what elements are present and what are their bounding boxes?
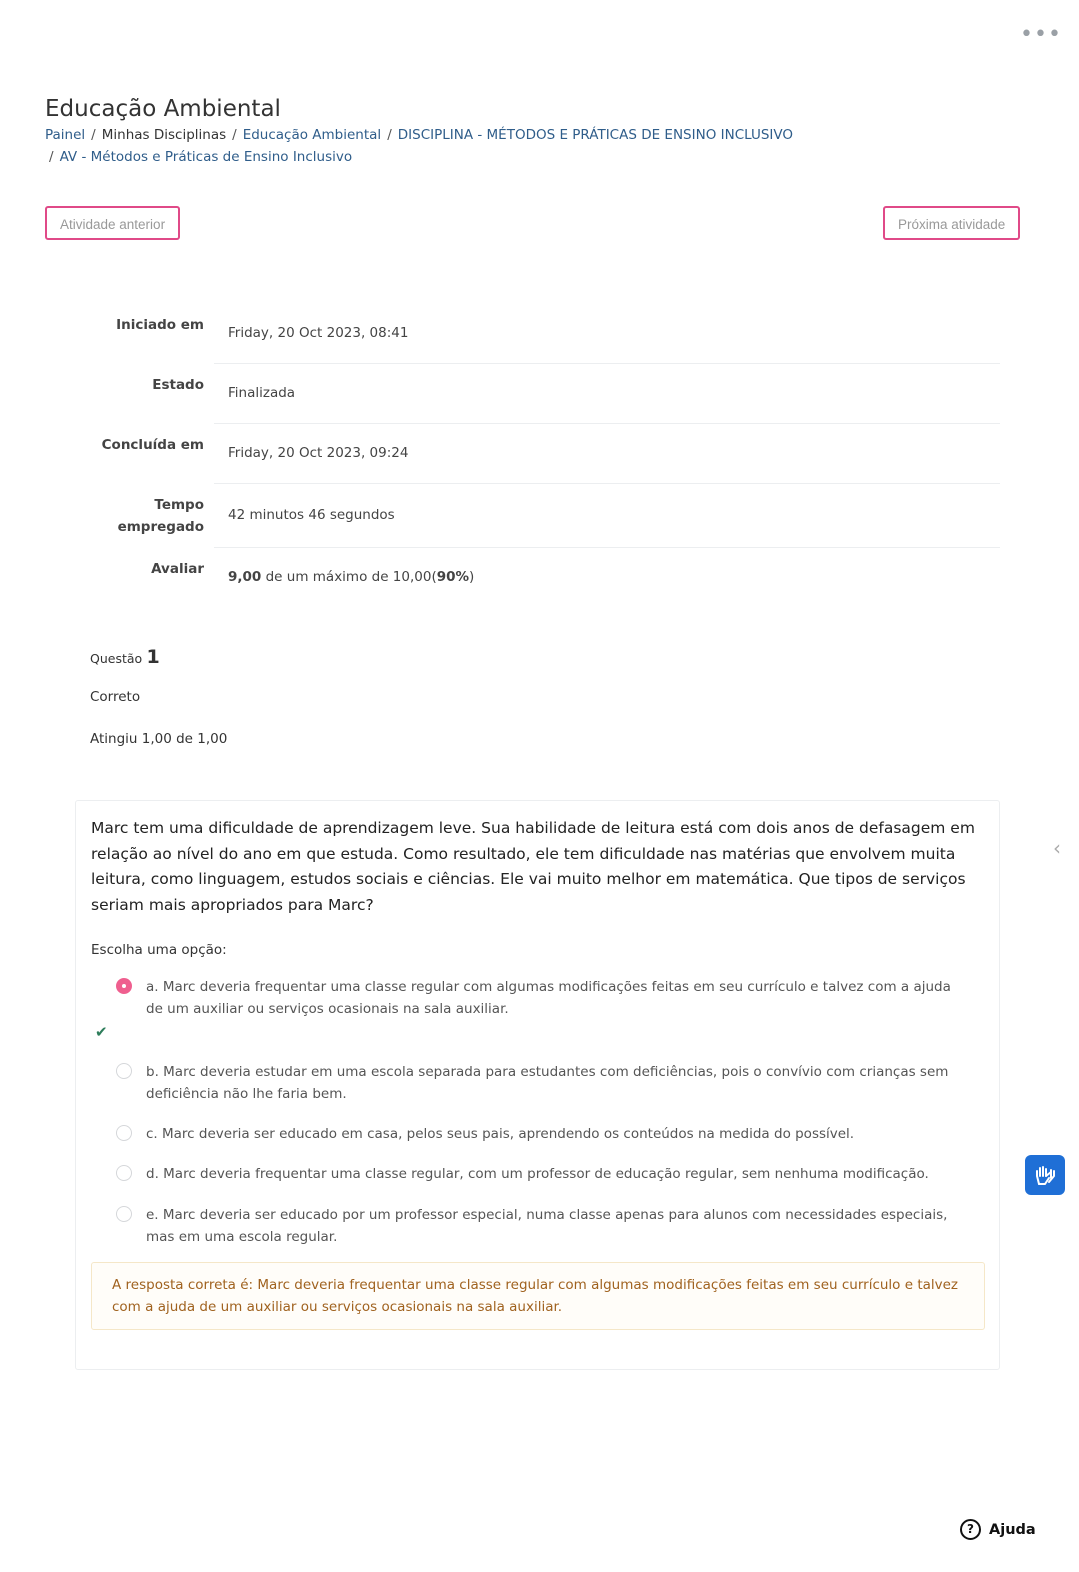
question-number: 1	[146, 646, 160, 668]
breadcrumb-separator: /	[49, 149, 54, 165]
breadcrumb-painel[interactable]: Painel	[45, 127, 86, 143]
summary-row-grade	[45, 548, 1000, 608]
state-label: Estado	[152, 377, 204, 393]
question-box	[75, 800, 1000, 1370]
breadcrumb-separator: /	[232, 127, 237, 143]
grade-score: 9,00	[228, 569, 262, 585]
grade-label: Avaliar	[151, 561, 204, 577]
summary-row-started	[45, 304, 1000, 364]
option-c-text: c. Marc deveria ser educado em casa, pelos seus pais, aprendendo os conteúdos na medida do possível.	[146, 1126, 855, 1142]
radio-option-e[interactable]	[116, 1206, 132, 1222]
help-label: Ajuda	[989, 1521, 1036, 1538]
question-info	[90, 646, 228, 747]
summary-row-completed	[45, 424, 1000, 484]
grade-value	[214, 548, 1000, 608]
time-label	[45, 484, 204, 548]
more-options-icon[interactable]: •••	[1020, 22, 1062, 47]
radio-option-c[interactable]	[116, 1125, 132, 1141]
help-button[interactable]	[960, 1519, 1036, 1540]
breadcrumb-course[interactable]: Educação Ambiental	[242, 127, 382, 143]
chevron-left-icon[interactable]: ‹	[1053, 836, 1061, 860]
summary-row-state	[45, 364, 1000, 424]
question-grade: Atingiu 1,00 de 1,00	[90, 731, 228, 747]
choose-option-prompt: Escolha uma opção:	[91, 942, 227, 958]
accessibility-sign-language-button[interactable]	[1025, 1155, 1065, 1195]
question-circle-icon: ?	[960, 1519, 981, 1540]
radio-option-a[interactable]	[116, 978, 132, 994]
radio-option-b[interactable]	[116, 1063, 132, 1079]
completed-label: Concluída em	[101, 437, 204, 453]
previous-activity-button[interactable]: Atividade anterior	[45, 206, 180, 240]
option-a-text: a. Marc deveria frequentar uma classe regular com algumas modificações feitas em seu currículo e talvez com a ajuda de um auxiliar ou serviços ocasionais na sala auxiliar.	[146, 979, 951, 1017]
breadcrumb-activity[interactable]: AV - Métodos e Práticas de Ensino Inclusivo	[59, 149, 353, 165]
question-label: Questão	[90, 651, 143, 666]
breadcrumb	[45, 124, 805, 168]
grade-percent: 90%	[436, 569, 470, 585]
breadcrumb-separator: /	[387, 127, 392, 143]
correct-check-icon: ✔	[95, 1023, 108, 1041]
time-label-line2: empregado	[117, 519, 204, 535]
option-e-text: e. Marc deveria ser educado por um professor especial, numa classe apenas para alunos com necessidades especiais, mas em uma escola regular.	[146, 1207, 948, 1245]
breadcrumb-minhas-disciplinas: Minhas Disciplinas	[101, 127, 227, 143]
next-activity-button[interactable]: Próxima atividade	[883, 206, 1020, 240]
attempt-summary	[45, 304, 1000, 608]
question-text: Marc tem uma dificuldade de aprendizagem leve. Sua habilidade de leitura está com dois anos de defasagem em relação ao nível do ano em que estuda. Como resultado, ele tem dificuldade nas matérias que envolvem muita leitura, como linguagem, estudos sociais e ciências. Ele vai muito melhor em matemática. Que tipos de serviços seriam mais apropriados para Marc?	[91, 819, 975, 914]
state-value: Finalizada	[214, 364, 1000, 424]
radio-option-d[interactable]	[116, 1165, 132, 1181]
time-label-line1: Tempo	[154, 497, 204, 513]
started-value: Friday, 20 Oct 2023, 08:41	[214, 304, 1000, 364]
correct-answer-feedback: A resposta correta é: Marc deveria frequentar uma classe regular com algumas modificações feitas em seu currículo e talvez com a ajuda de um auxiliar ou serviços ocasionais na sala auxiliar.	[91, 1262, 985, 1330]
option-d-text: d. Marc deveria frequentar uma classe regular, com um professor de educação regular, sem nenhuma modificação.	[146, 1166, 929, 1182]
grade-close: )	[469, 569, 475, 585]
sign-language-hands-icon	[1032, 1162, 1058, 1188]
question-status: Correto	[90, 689, 141, 705]
option-b-text: b. Marc deveria estudar em uma escola separada para estudantes com deficiências, pois o convívio com crianças sem deficiência não lhe faria bem.	[146, 1064, 949, 1102]
summary-row-time	[45, 484, 1000, 548]
page-title: Educação Ambiental	[45, 96, 281, 122]
grade-text: de um máximo de 10,00(	[261, 569, 437, 585]
completed-value: Friday, 20 Oct 2023, 09:24	[214, 424, 1000, 484]
breadcrumb-separator: /	[91, 127, 96, 143]
time-value: 42 minutos 46 segundos	[214, 484, 1000, 548]
breadcrumb-discipline[interactable]: DISCIPLINA - MÉTODOS E PRÁTICAS DE ENSINO INCLUSIVO	[397, 127, 794, 143]
started-label: Iniciado em	[116, 317, 204, 333]
